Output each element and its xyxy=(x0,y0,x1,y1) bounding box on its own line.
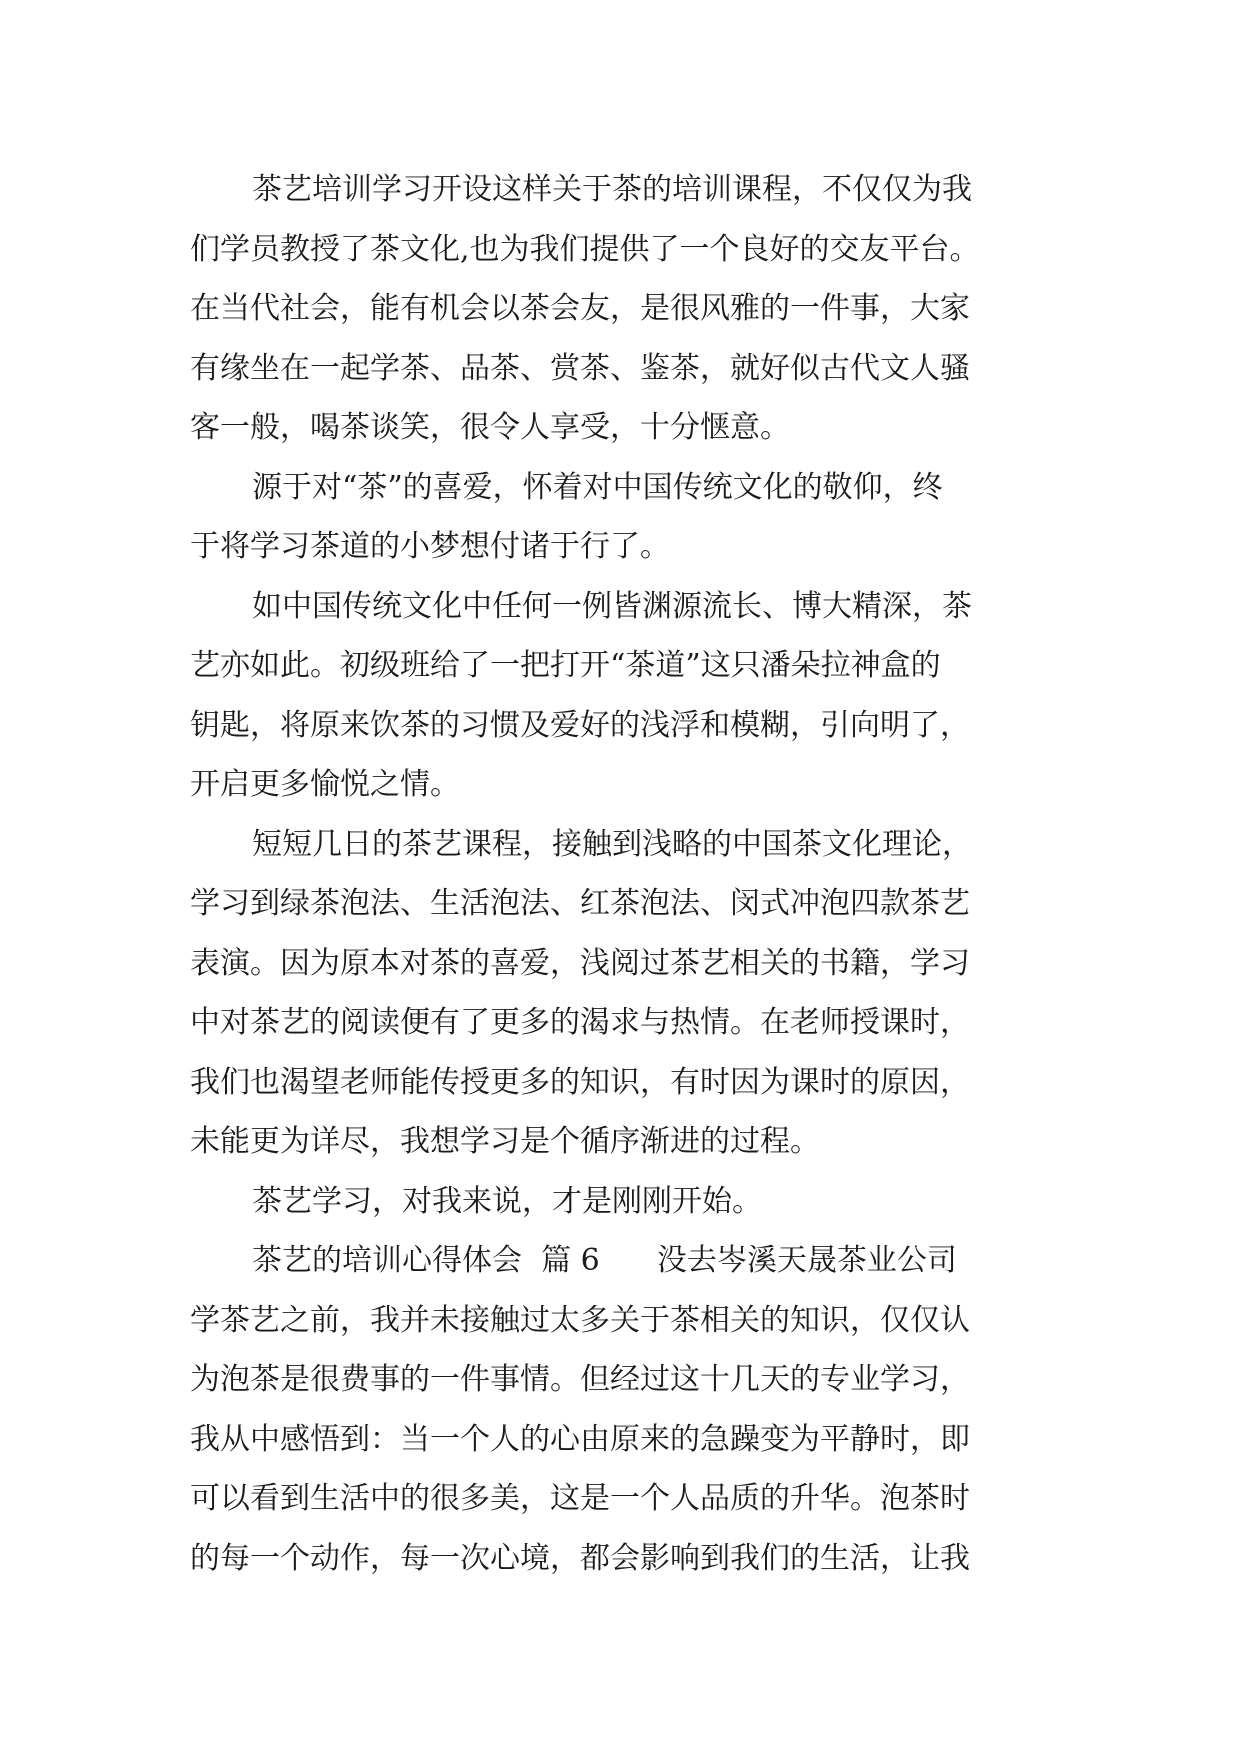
text-line: 为泡茶是很费事的一件事情。但经过这十几天的专业学习， xyxy=(190,1362,970,1397)
text-line: 短短几日的茶艺课程，接触到浅略的中国茶文化理论， xyxy=(252,826,972,862)
text-line: 源于对“茶”的喜爱，怀着对中国传统文化的敬仰，终 xyxy=(252,469,943,505)
text-line: 表演。因为原本对茶的喜爱，浅阅过茶艺相关的书籍，学习 xyxy=(190,945,970,981)
document-body xyxy=(190,160,1090,1588)
text-line: 在当代社会，能有机会以茶会友，是很风雅的一件事，大家 xyxy=(190,291,970,326)
text-line: 可以看到生活中的很多美，这是一个人品质的升华。泡茶时 xyxy=(190,1481,970,1516)
text-line: 的每一个动作，每一次心境，都会影响到我们的生活，让我 xyxy=(190,1540,970,1576)
text-line: 我从中感悟到：当一个人的心由原来的急躁变为平静时，即 xyxy=(190,1421,970,1457)
text-line: 茶艺的培训心得体会 篇 6 没去岑溪天晟茶业公司 xyxy=(252,1243,957,1278)
text-line: 未能更为详尽，我想学习是个循序渐进的过程。 xyxy=(190,1124,820,1159)
text-line: 茶艺学习，对我来说，才是刚刚开始。 xyxy=(252,1183,762,1219)
text-line: 艺亦如此。初级班给了一把打开“茶道”这只潘朵拉神盒的 xyxy=(190,648,941,683)
text-line: 于将学习茶道的小梦想付诸于行了。 xyxy=(190,529,670,564)
text-line: 茶艺培训学习开设这样关于茶的培训课程，不仅仅为我 xyxy=(252,172,972,207)
text-line: 我们也渴望老师能传授更多的知识，有时因为课时的原因， xyxy=(190,1064,970,1100)
text-line: 如中国传统文化中任何一例皆渊源流长、博大精深，茶 xyxy=(252,588,972,624)
text-line: 中对茶艺的阅读便有了更多的渴求与热情。在老师授课时， xyxy=(190,1005,970,1040)
text-line: 们学员教授了茶文化,也为我们提供了一个良好的交友平台。 xyxy=(190,231,980,267)
text-line: 有缘坐在一起学茶、品茶、赏茶、鉴茶，就好似古代文人骚 xyxy=(190,350,970,386)
text-line: 学习到绿茶泡法、生活泡法、红茶泡法、闵式冲泡四款茶艺 xyxy=(190,886,970,921)
text-line: 客一般，喝茶谈笑，很令人享受，十分惬意。 xyxy=(190,410,790,445)
text-line: 开启更多愉悦之情。 xyxy=(190,767,460,802)
text-line: 钥匙，将原来饮茶的习惯及爱好的浅浮和模糊，引向明了， xyxy=(190,707,970,743)
text-line: 学茶艺之前，我并未接触过太多关于茶相关的知识，仅仅认 xyxy=(190,1302,970,1338)
